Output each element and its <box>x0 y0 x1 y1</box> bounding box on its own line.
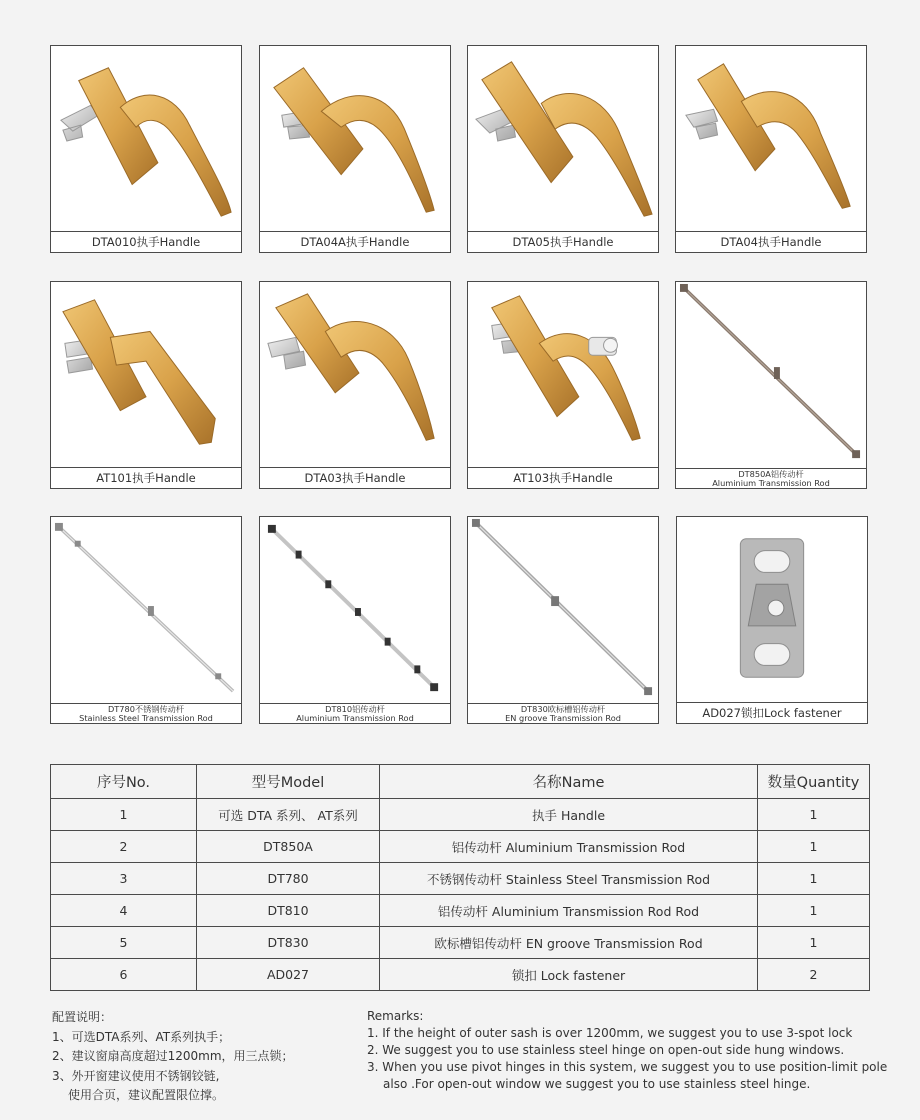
caption-cn: DT810铝传动杆 <box>325 704 385 714</box>
cell-no: 2 <box>51 831 197 863</box>
caption-en: Aluminium Transmission Rod <box>296 713 414 723</box>
handle-image <box>51 282 241 468</box>
remark-line: 2. We suggest you to use stainless steel hinge on open-out side hung windows. <box>367 1043 845 1057</box>
cell-quantity: 1 <box>758 863 870 895</box>
table-row <box>51 895 870 927</box>
note-line: 2、建议窗扇高度超过1200mm，用三点锁； <box>52 1049 294 1063</box>
table-row <box>51 831 870 863</box>
rod-image <box>51 517 241 703</box>
product-card-at103 <box>467 281 659 489</box>
note-line: 1、可选DTA系列、AT系列执手； <box>52 1029 231 1044</box>
cell-model: DT810 <box>197 895 380 927</box>
cell-name: 不锈钢传动杆 Stainless Steel Transmission Rod <box>380 863 758 895</box>
product-card-at101 <box>50 281 242 489</box>
cell-no: 1 <box>51 799 197 831</box>
product-caption: AT101执手Handle <box>51 467 241 488</box>
product-caption <box>51 703 241 723</box>
table-header-row <box>51 765 870 799</box>
header-quantity: 数量Quantity <box>758 765 870 799</box>
handle-image <box>260 46 450 232</box>
cell-model: DT780 <box>197 863 380 895</box>
cell-quantity: 2 <box>758 959 870 991</box>
rod-image <box>676 282 866 468</box>
product-caption <box>676 468 866 488</box>
product-card-dt780 <box>50 516 242 724</box>
product-card-ad027 <box>676 516 868 724</box>
cell-no: 4 <box>51 895 197 927</box>
product-card-dt850a <box>675 281 867 489</box>
product-caption: AT103执手Handle <box>468 467 658 488</box>
product-caption: DTA03执手Handle <box>260 467 450 488</box>
cell-model: 可选 DTA 系列、 AT系列 <box>197 799 380 831</box>
cell-name: 欧标槽铝传动杆 EN groove Transmission Rod <box>380 927 758 959</box>
caption-cn: DT830欧标槽铝传动杆 <box>520 704 606 714</box>
configuration-table <box>50 764 870 991</box>
note-line: 使用合页，建议配置限位撑。 <box>68 1088 225 1102</box>
cell-name: 执手 Handle <box>380 799 758 831</box>
product-caption <box>260 703 450 723</box>
table-row <box>51 799 870 831</box>
note-line: 3、外开窗建议使用不锈钢铰链, <box>52 1068 220 1083</box>
remarks-title: Remarks: <box>367 1009 424 1023</box>
cell-model: DT830 <box>197 927 380 959</box>
product-card-dt810 <box>259 516 451 724</box>
product-caption: DTA010执手Handle <box>51 231 241 252</box>
cell-name: 铝传动杆 Aluminium Transmission Rod <box>380 831 758 863</box>
cell-no: 5 <box>51 927 197 959</box>
cell-model: DT850A <box>197 831 380 863</box>
notes-title: 配置说明： <box>52 1010 113 1024</box>
remarks-en <box>367 1008 887 1093</box>
caption-en: Stainless Steel Transmission Rod <box>79 713 213 723</box>
handle-image <box>468 282 658 468</box>
product-caption: DTA04执手Handle <box>676 231 866 252</box>
cell-quantity: 1 <box>758 895 870 927</box>
product-caption: DTA05执手Handle <box>468 231 658 252</box>
handle-image <box>51 46 241 232</box>
caption-en: EN groove Transmission Rod <box>505 713 621 723</box>
remark-line: 3. When you use pivot hinges in this system, we suggest you to use position-limit pole <box>367 1060 888 1074</box>
header-no: 序号No. <box>51 765 197 799</box>
remark-line: also .For open-out window we suggest you to use stainless steel hinge. <box>383 1077 811 1091</box>
product-card-dta03 <box>259 281 451 489</box>
configuration-notes-cn <box>52 1008 294 1106</box>
header-model: 型号Model <box>197 765 380 799</box>
cell-name: 铝传动杆 Aluminium Transmission Rod Rod <box>380 895 758 927</box>
product-caption: DTA04A执手Handle <box>260 231 450 252</box>
table-row <box>51 863 870 895</box>
handle-image <box>676 46 866 232</box>
cell-quantity: 1 <box>758 831 870 863</box>
product-card-dta04a <box>259 45 451 253</box>
product-card-dta04 <box>675 45 867 253</box>
product-card-dt830 <box>467 516 659 724</box>
caption-en: Aluminium Transmission Rod <box>712 478 830 488</box>
caption-cn: DT850A铝传动杆 <box>738 469 804 479</box>
caption-cn: DT780不锈钢传动杆 <box>107 704 185 714</box>
product-card-dta010 <box>50 45 242 253</box>
handle-image <box>468 46 658 232</box>
product-caption: AD027锁扣Lock fastener <box>677 702 867 723</box>
rod-image <box>468 517 658 703</box>
cell-quantity: 1 <box>758 799 870 831</box>
cell-quantity: 1 <box>758 927 870 959</box>
product-caption <box>468 703 658 723</box>
lock-fastener-image <box>677 517 867 703</box>
cell-no: 6 <box>51 959 197 991</box>
table-row <box>51 959 870 991</box>
header-name: 名称Name <box>380 765 758 799</box>
cell-model: AD027 <box>197 959 380 991</box>
cell-no: 3 <box>51 863 197 895</box>
rod-image <box>260 517 450 703</box>
remark-line: 1. If the height of outer sash is over 1200mm, we suggest you to use 3-spot lock <box>367 1026 853 1040</box>
product-card-dta05 <box>467 45 659 253</box>
handle-image <box>260 282 450 468</box>
cell-name: 锁扣 Lock fastener <box>380 959 758 991</box>
table-row <box>51 927 870 959</box>
